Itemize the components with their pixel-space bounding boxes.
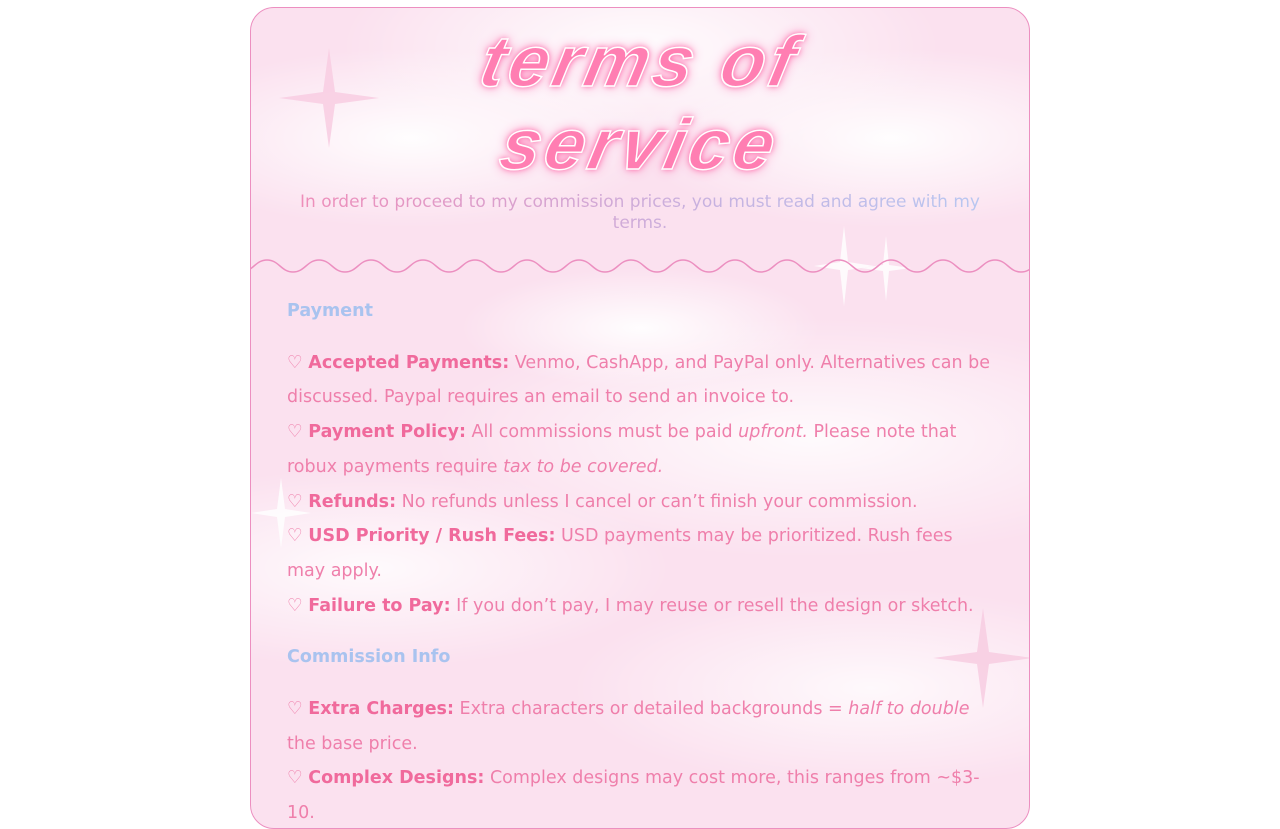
- terms-content: [287, 294, 993, 829]
- heart-icon: ♡: [287, 422, 303, 443]
- heart-icon: ♡: [287, 595, 303, 616]
- item-label: Accepted Payments:: [308, 352, 510, 373]
- section-heading: Commission Info: [287, 647, 451, 668]
- section-heading: Payment: [287, 301, 373, 321]
- heart-icon: ♡: [287, 352, 303, 373]
- heart-icon: ♡: [287, 699, 303, 720]
- item-text: If you don’t pay, I may reuse or resell the design or sketch.: [450, 595, 974, 616]
- wavy-divider: [251, 252, 1029, 282]
- item-text: Extra characters or detailed backgrounds =: [453, 699, 849, 720]
- heart-icon: ♡: [287, 768, 303, 789]
- terms-card: [250, 7, 1030, 829]
- item-text: the base price.: [287, 733, 418, 754]
- list-item: [287, 761, 993, 829]
- item-label: Failure to Pay:: [308, 595, 451, 616]
- item-text: All commissions must be paid: [465, 422, 739, 443]
- item-text: Venmo, CashApp, and PayPal only. Alternatives can be discussed. Paypal requires an email to send an invoice to.: [287, 352, 991, 408]
- item-emphasis: half to double: [848, 699, 970, 720]
- heart-icon: ♡: [287, 491, 303, 512]
- item-emphasis: upfront.: [738, 422, 808, 443]
- item-emphasis: tax to be covered.: [503, 456, 664, 477]
- section-payment: [287, 294, 993, 623]
- item-label: Payment Policy:: [308, 422, 466, 443]
- section-commission-info: [287, 640, 993, 829]
- item-text: Please note that robux payments require: [287, 422, 957, 477]
- list-item: [287, 519, 993, 588]
- item-label: Complex Designs:: [308, 768, 485, 789]
- list-item: [287, 485, 993, 520]
- list-item: [287, 692, 993, 761]
- item-text: No refunds unless I cancel or can’t finish your commission.: [396, 491, 918, 512]
- list-item: [287, 589, 993, 624]
- page-title-line2: service: [493, 105, 787, 185]
- item-text: Complex designs may cost more, this ranges from ~$3-10.: [287, 768, 980, 824]
- heart-icon: ♡: [287, 526, 303, 547]
- page-title: terms of: [473, 22, 807, 102]
- item-label: Refunds:: [308, 491, 397, 512]
- intro-text: In order to proceed to my commission prices, you must read and agree with my terms.: [281, 192, 999, 234]
- list-item: [287, 415, 993, 484]
- item-text: USD payments may be prioritized. Rush fees may apply.: [287, 526, 953, 581]
- list-item: [287, 346, 993, 415]
- item-label: Extra Charges:: [308, 699, 454, 720]
- item-label: USD Priority / Rush Fees:: [308, 526, 556, 547]
